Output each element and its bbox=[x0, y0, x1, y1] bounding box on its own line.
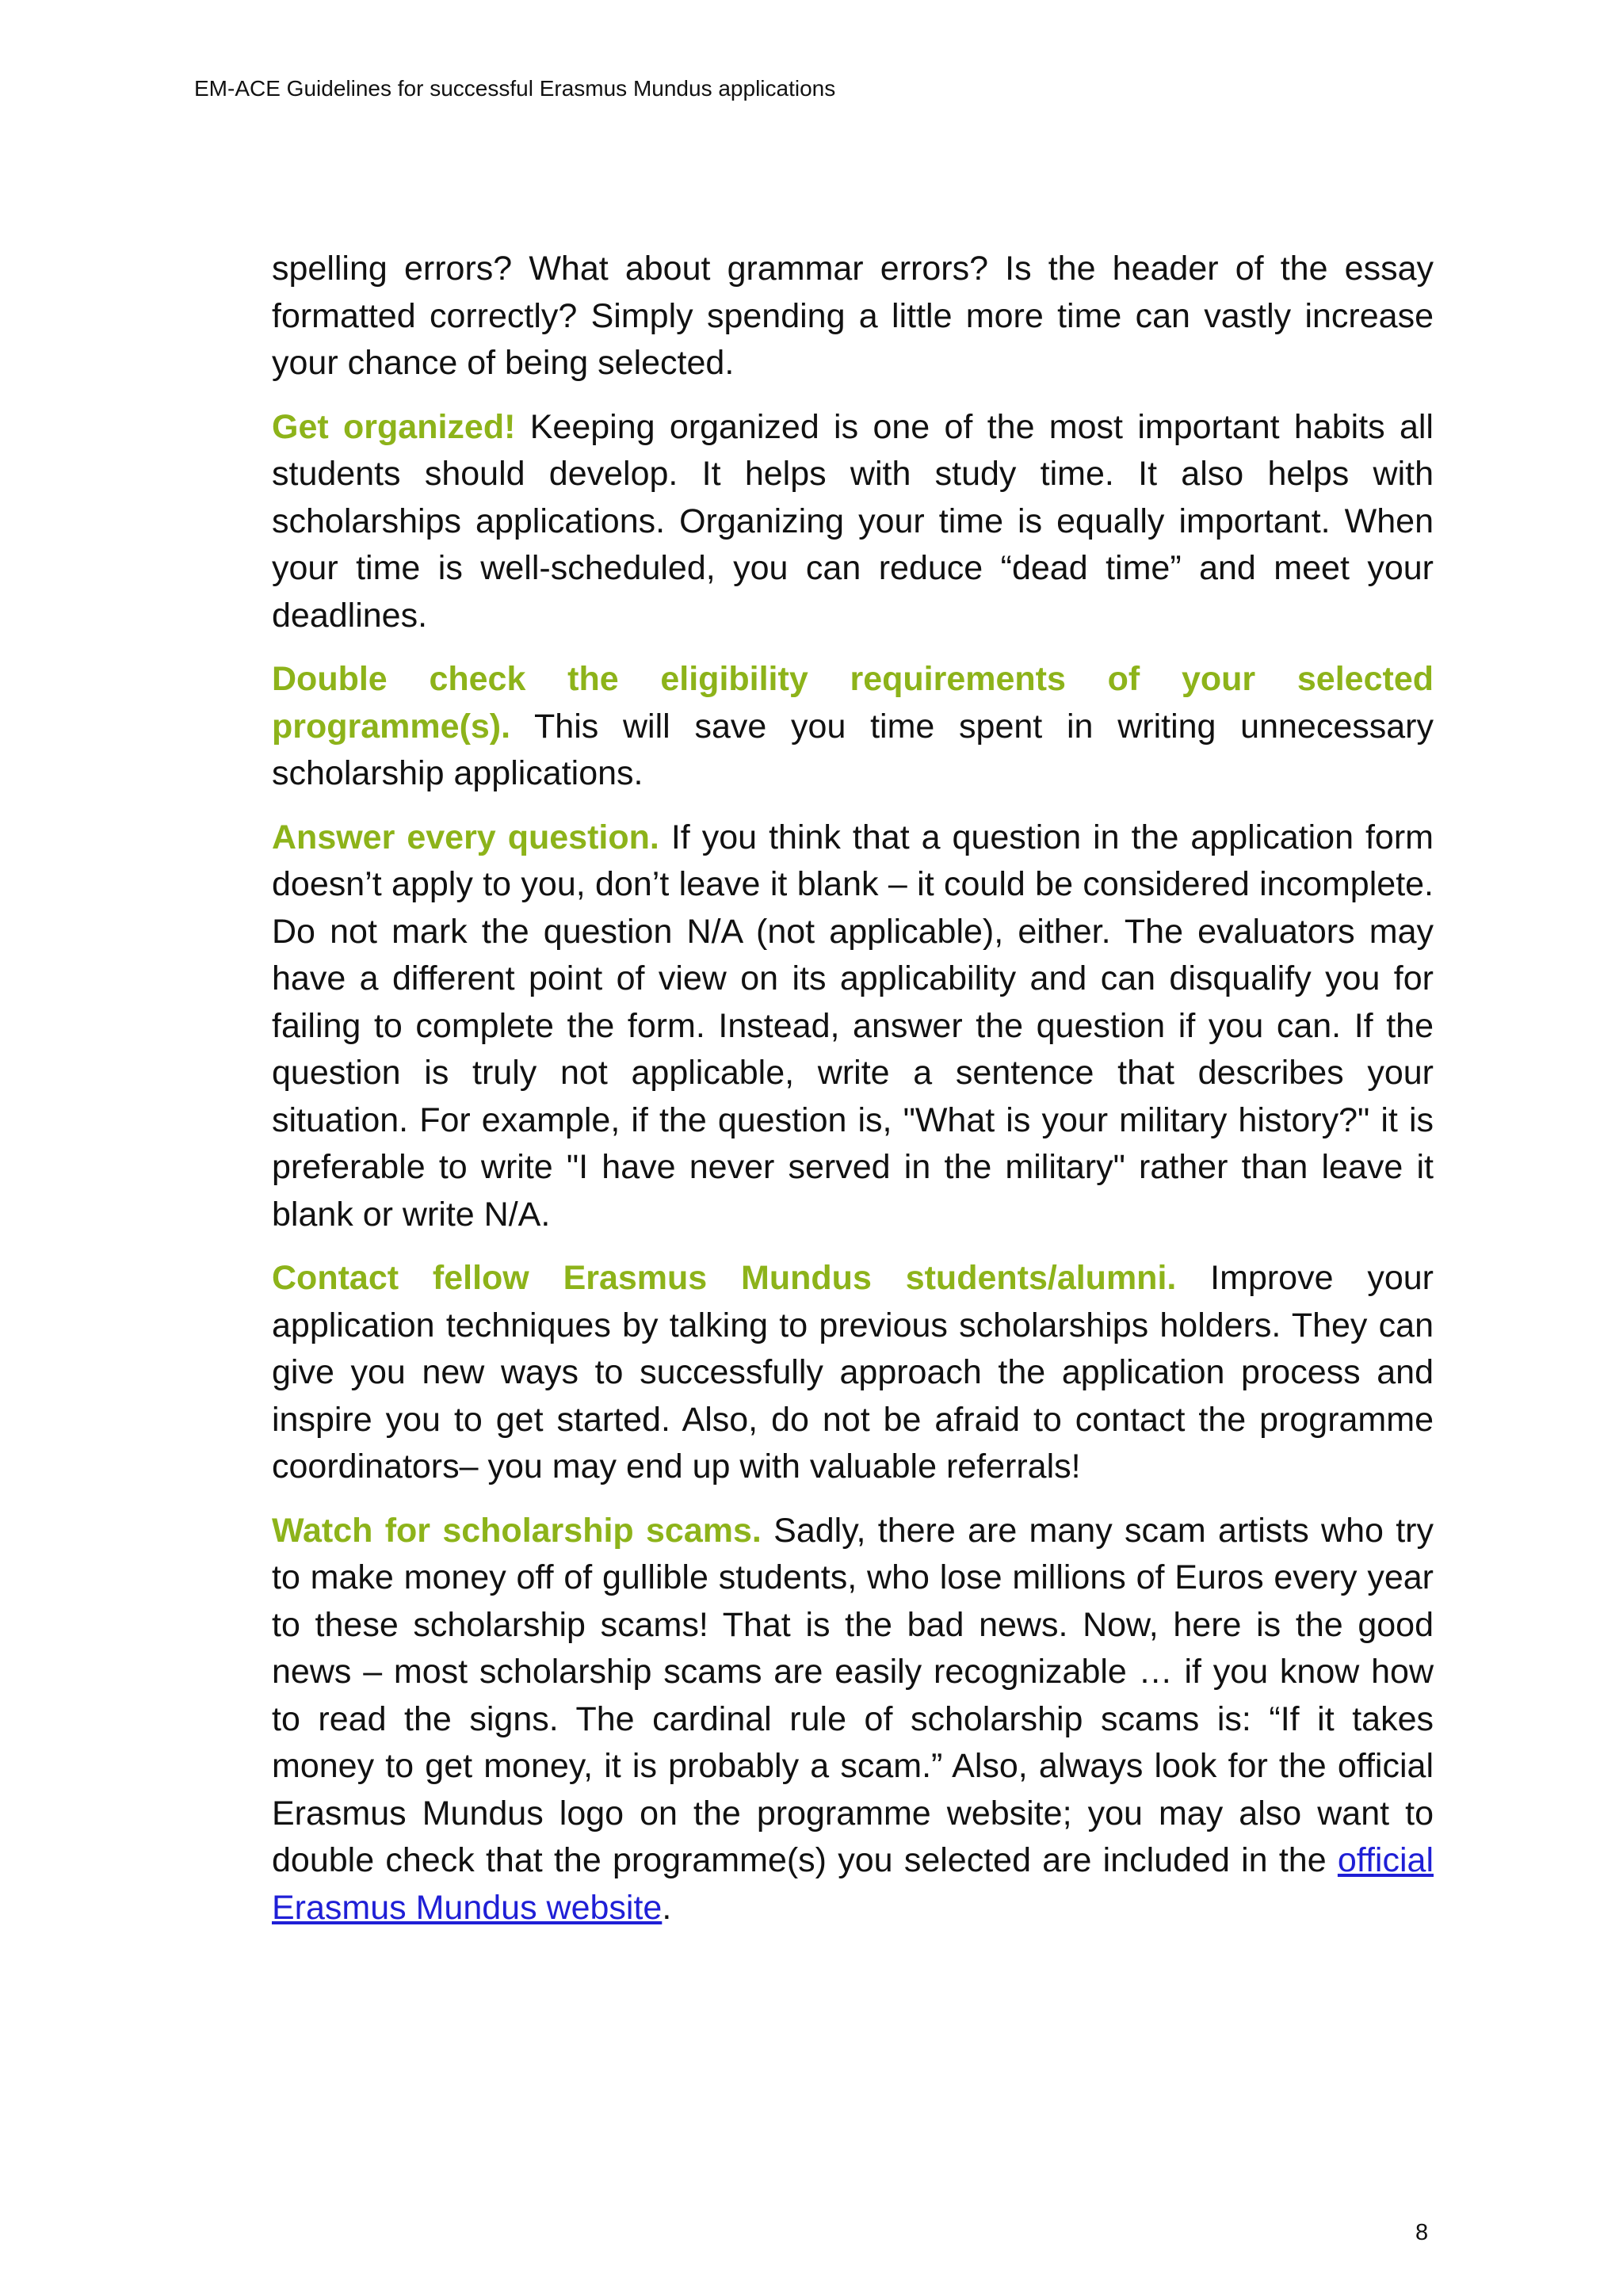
paragraph-contact-alumni bbox=[272, 1255, 1434, 1491]
running-header: EM-ACE Guidelines for successful Erasmus Mundus applications bbox=[194, 76, 836, 101]
paragraph-heading: Double check the eligibility requirements of your selected programme(s). bbox=[272, 660, 1434, 746]
document-body bbox=[272, 246, 1434, 1948]
paragraph-heading: Watch for scholarship scams. bbox=[272, 1511, 762, 1550]
paragraph-text: If you think that a question in the application form doesn’t apply to you, don’t leave it blank – it could be considered incomplete. Do not mark the question N/A (not applicable), either. The evaluators may have a different point of view on its applicability and can disqualify you for failing to complete the form. Instead, answer the question if you can. If the question is truly not applicable, write a sentence that describes your situation. For example, if the question is, "What is your military history?" it is preferable to write "I have never served in the military" rather than leave it blank or write N/A. bbox=[272, 818, 1434, 1234]
official-erasmus-mundus-website-link[interactable]: official Erasmus Mundus website bbox=[272, 1841, 1434, 1927]
paragraph-text: This will save you time spent in writing unnecessary scholarship applications. bbox=[272, 707, 1434, 792]
paragraph-answer-every-question bbox=[272, 814, 1434, 1239]
paragraph-get-organized bbox=[272, 404, 1434, 640]
paragraph-scholarship-scams bbox=[272, 1508, 1434, 1932]
page-number: 8 bbox=[1415, 2220, 1429, 2245]
paragraph-text: Sadly, there are many scam artists who try to make money off of gullible students, who lose millions of Euros every year to these scholarship scams! That is the bad news. Now, here is the good news – most scholarship scams are easily recognizable … if you know how to read the signs. The cardinal rule of scholarship scams is: “If it takes money to get money, it is probably a scam.” Also, always look for the official Erasmus Mundus logo on the programme website; you may also want to double check that the programme(s) you selected are included in the bbox=[272, 1511, 1434, 1879]
paragraph-heading: Get organized! bbox=[272, 407, 516, 446]
paragraph-text: Improve your application techniques by talking to previous scholarships holders. They can give you new ways to successfully approach the application process and inspire you to get started. Also, do not be afraid to contact the programme coordinators– you may end up with valuable referrals! bbox=[272, 1259, 1434, 1486]
paragraph-heading: Answer every question. bbox=[272, 818, 659, 856]
paragraph-end: . bbox=[662, 1888, 672, 1927]
paragraph-text: Keeping organized is one of the most important habits all students should develop. It helps with study time. It also helps with scholarships applications. Organizing your time is equally important. When your time is well-scheduled, you can reduce “dead time” and meet your deadlines. bbox=[272, 407, 1434, 635]
paragraph-text: spelling errors? What about grammar errors? Is the header of the essay formatted correctly? Simply spending a little more time can vastly increase your chance of being selected. bbox=[272, 250, 1434, 382]
paragraph-eligibility bbox=[272, 656, 1434, 798]
paragraph-heading: Contact fellow Erasmus Mundus students/alumni. bbox=[272, 1259, 1177, 1297]
paragraph-proofreading bbox=[272, 246, 1434, 387]
